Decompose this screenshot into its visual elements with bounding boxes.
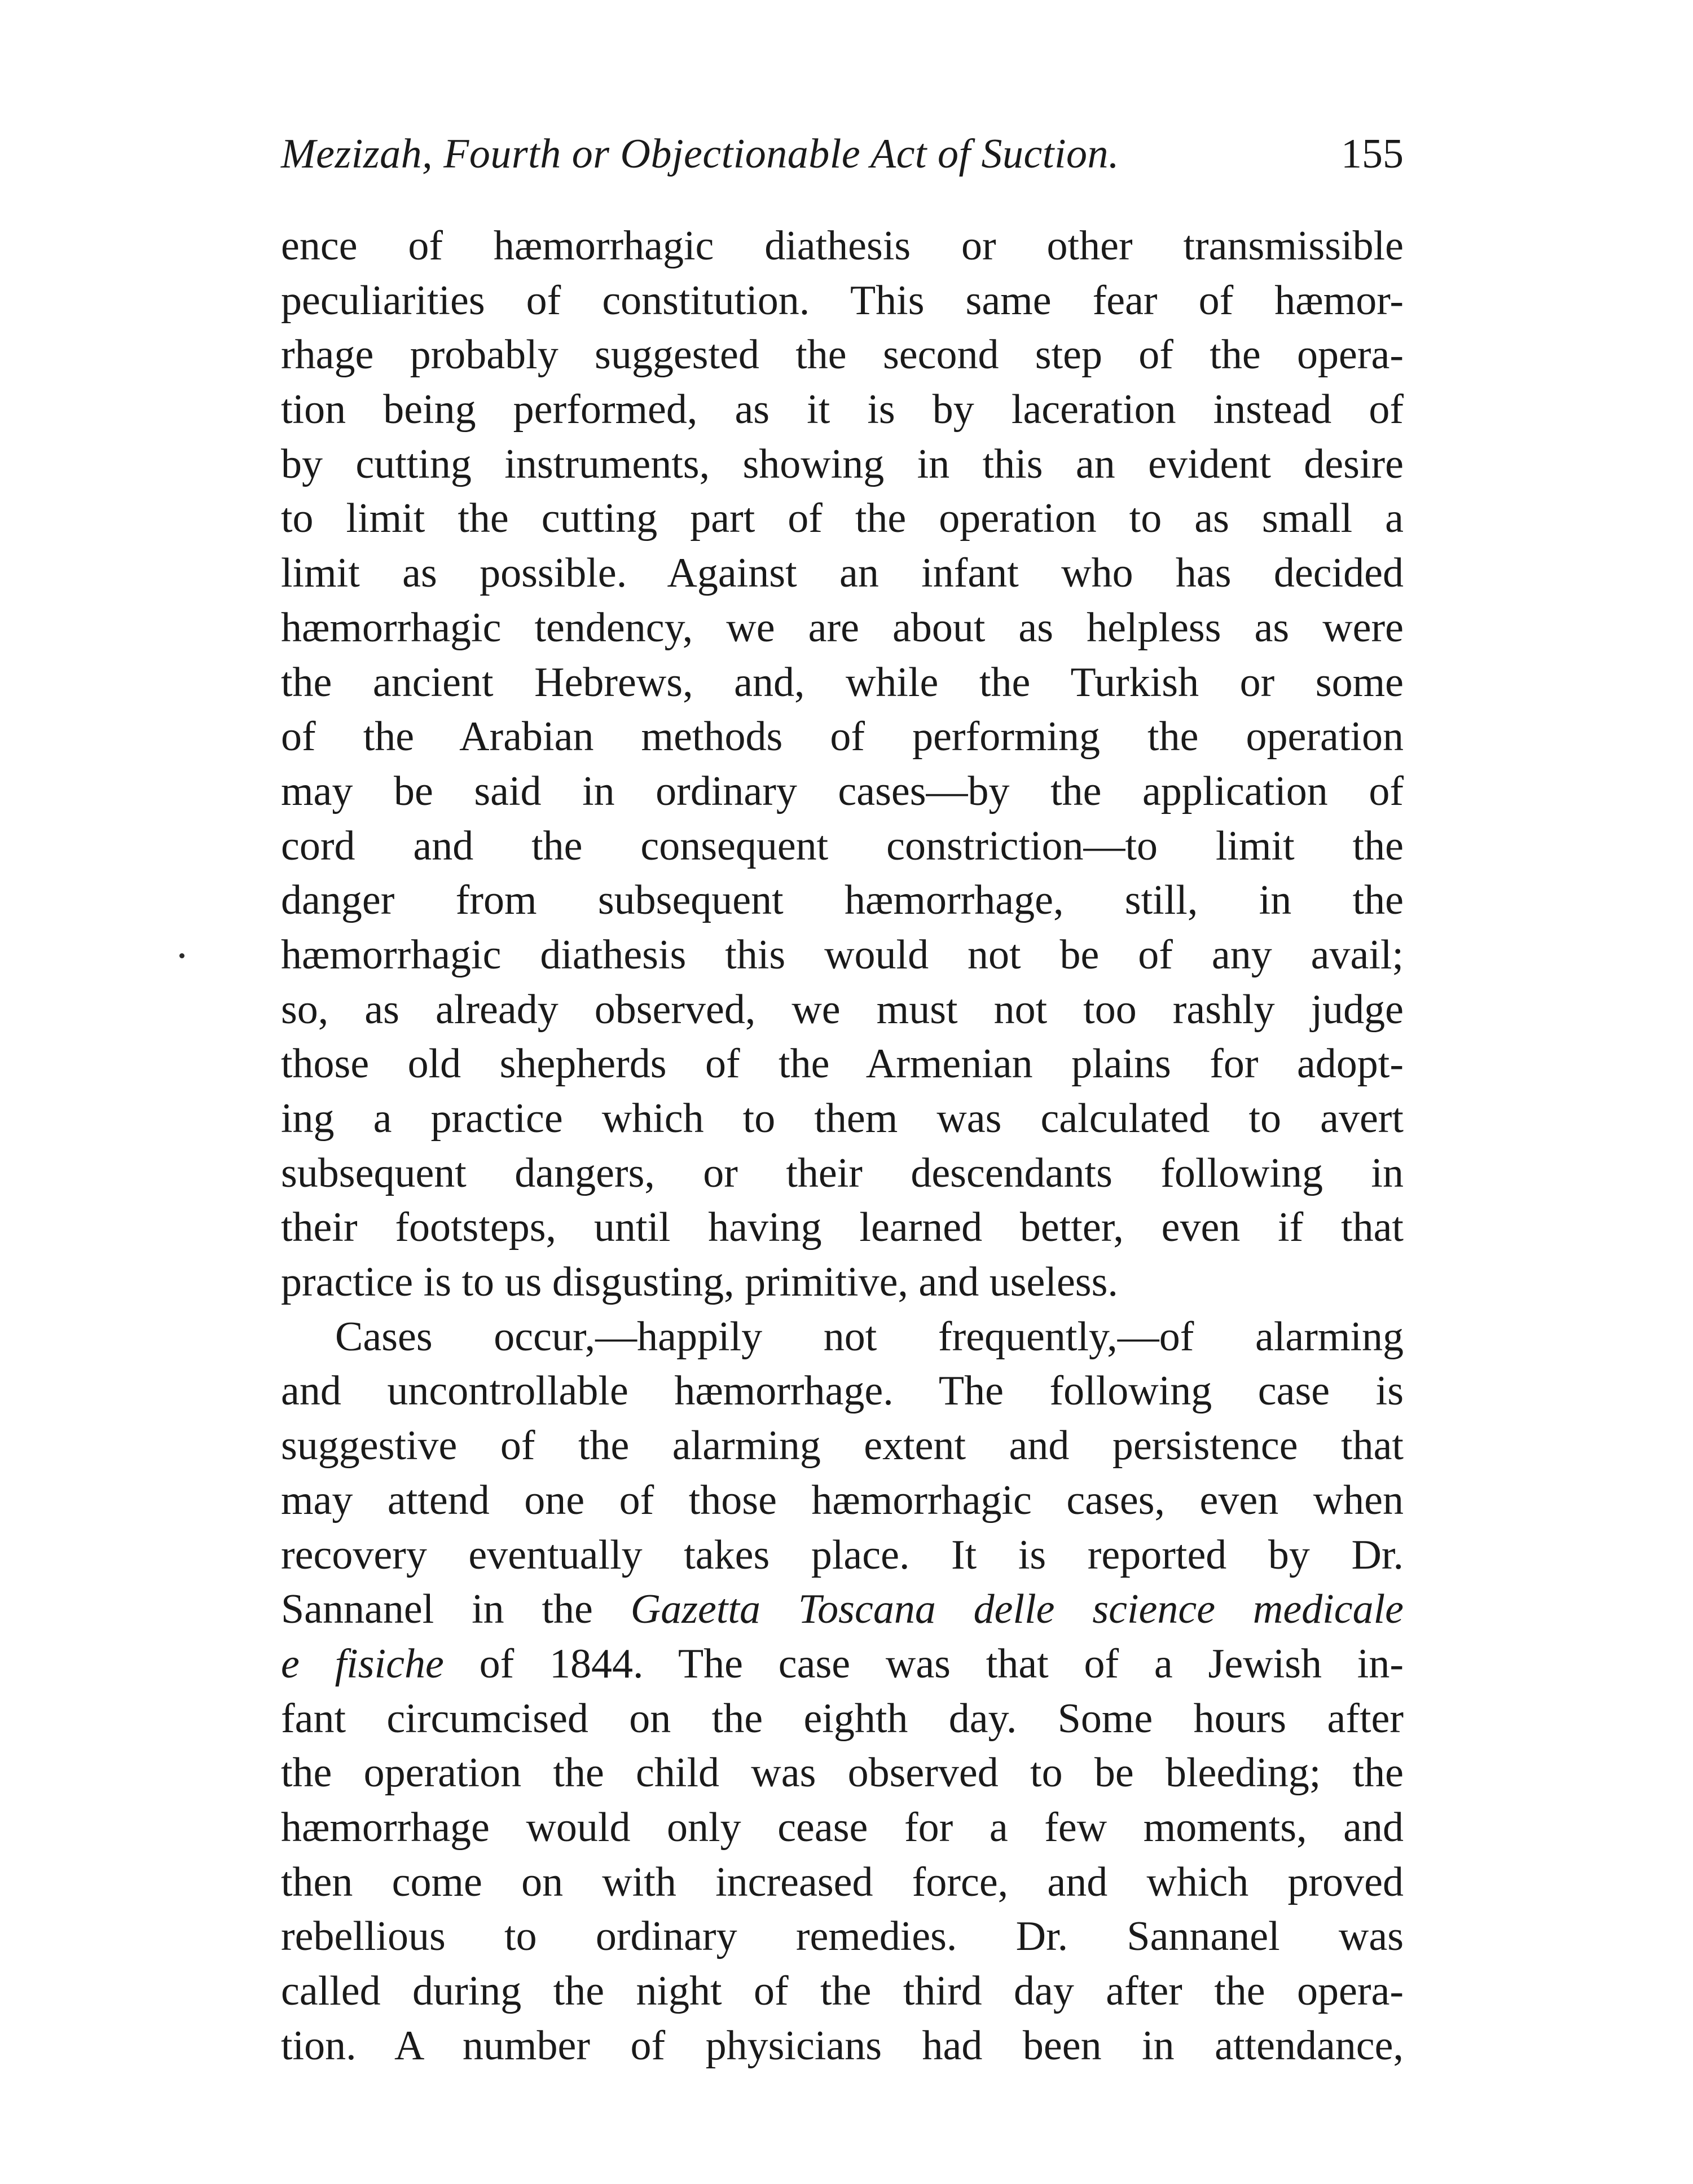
text-line	[281, 1473, 1404, 1528]
text-line	[281, 873, 1404, 928]
text-line	[281, 2019, 1404, 2073]
text-segment: cord and the consequent constriction—to limit the	[281, 822, 1404, 869]
text-segment: their footsteps, until having learned better, even if that	[281, 1204, 1404, 1251]
text-segment: hæmorrhagic tendency, we are about as helpless as were	[281, 604, 1404, 651]
text-line	[281, 1582, 1404, 1637]
text-line	[281, 437, 1404, 492]
text-line	[281, 710, 1404, 764]
text-line	[281, 819, 1404, 874]
text-segment: Cases occur,—happily not frequently,—of alarming	[335, 1313, 1404, 1360]
text-segment: ence of hæmorrhagic diathesis or other transmissible	[281, 223, 1404, 269]
page-number: 155	[1341, 131, 1404, 177]
body-text	[281, 219, 1404, 2073]
text-segment: tion being performed, as it is by laceration instead of	[281, 386, 1404, 433]
text-line	[281, 655, 1404, 710]
running-title: Mezizah, Fourth or Objectionable Act of Suction.	[281, 131, 1120, 177]
text-segment: ing a practice which to them was calculated to avert	[281, 1095, 1404, 1142]
text-line	[281, 1419, 1404, 1473]
text-segment: the ancient Hebrews, and, while the Turkish or some	[281, 659, 1404, 706]
text-segment: by cutting instruments, showing in this an evident desire	[281, 441, 1404, 487]
text-line	[281, 1091, 1404, 1146]
text-segment: and uncontrollable hæmorrhage. The following case is	[281, 1368, 1404, 1415]
text-line	[281, 1692, 1404, 1746]
text-line	[281, 1909, 1404, 1964]
text-segment: may be said in ordinary cases—by the application of	[281, 768, 1404, 814]
text-line	[281, 1364, 1404, 1419]
text-line	[281, 546, 1404, 601]
text-segment: practice is to us disgusting, primitive, and useless.	[281, 1259, 1118, 1306]
text-line	[281, 274, 1404, 328]
text-line	[281, 1746, 1404, 1800]
text-line	[281, 382, 1404, 437]
text-segment: of the Arabian methods of performing the operation	[281, 714, 1404, 760]
text-segment: limit as possible. Against an infant who has decided	[281, 550, 1404, 597]
text-line	[281, 491, 1404, 546]
text-line	[281, 219, 1404, 274]
running-head	[281, 123, 1404, 185]
text-line	[281, 1037, 1404, 1091]
italic-text: e fisiche	[281, 1640, 444, 1687]
text-segment: then come on with increased force, and which proved	[281, 1859, 1404, 1905]
text-line	[281, 1146, 1404, 1201]
text-segment: subsequent dangers, or their descendants following in	[281, 1150, 1404, 1196]
text-segment: recovery eventually takes place. It is reported by Dr.	[281, 1531, 1404, 1578]
text-segment: so, as already observed, we must not too rashly judge	[281, 986, 1404, 1033]
text-line	[281, 764, 1404, 819]
text-segment: those old shepherds of the Armenian plains for adopt-	[281, 1041, 1404, 1087]
text-segment: hæmorrhagic diathesis this would not be of any avail;	[281, 931, 1404, 978]
text-segment: may attend one of those hæmorrhagic cases, even when	[281, 1477, 1404, 1523]
text-segment: hæmorrhage would only cease for a few moments, and	[281, 1804, 1404, 1851]
text-line	[281, 1528, 1404, 1583]
text-segment: to limit the cutting part of the operation to as small a	[281, 495, 1404, 542]
text-segment: the operation the child was observed to be bleeding; the	[281, 1750, 1404, 1796]
text-line	[281, 1200, 1404, 1255]
text-segment: rhage probably suggested the second step of the opera-	[281, 332, 1404, 378]
text-line	[281, 1255, 1404, 1310]
text-segment: of 1844. The case was that of a Jewish in-	[443, 1640, 1404, 1687]
text-segment: Sannanel in the	[281, 1586, 631, 1633]
text-line	[281, 928, 1404, 983]
text-line	[281, 328, 1404, 382]
text-segment: suggestive of the alarming extent and persistence that	[281, 1423, 1404, 1469]
text-segment: tion. A number of physicians had been in attendance,	[281, 2022, 1404, 2069]
text-segment: called during the night of the third day after the opera-	[281, 1968, 1404, 2014]
text-segment: danger from subsequent hæmorrhage, still, in the	[281, 877, 1404, 924]
italic-text: Gazetta Toscana delle science medicale	[630, 1586, 1404, 1633]
text-line	[281, 983, 1404, 1037]
text-line	[281, 601, 1404, 655]
stray-ink-mark	[179, 953, 184, 958]
text-line	[281, 1855, 1404, 1910]
text-segment: fant circumcised on the eighth day. Some hours after	[281, 1695, 1404, 1742]
text-segment: peculiarities of constitution. This same fear of hæmor-	[281, 277, 1404, 324]
text-segment: rebellious to ordinary remedies. Dr. Sannanel was	[281, 1913, 1404, 1960]
text-line	[281, 1310, 1404, 1364]
text-line	[281, 1637, 1404, 1692]
text-line	[281, 1800, 1404, 1855]
text-line	[281, 1964, 1404, 2019]
